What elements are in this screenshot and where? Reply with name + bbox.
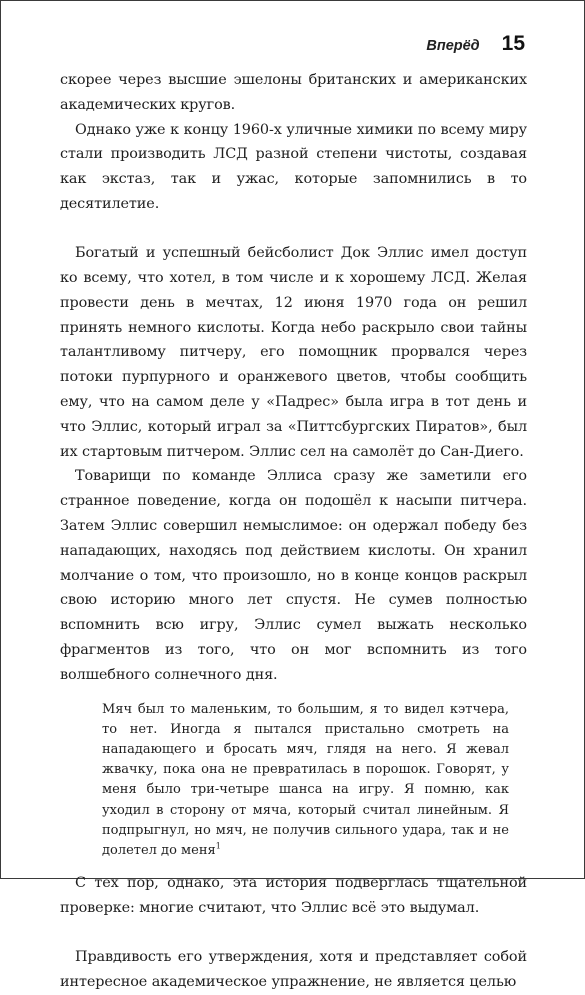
paragraph-scrutiny: С тех пор, однако, эта история подверглась тщательной проверке: многие считают, что Эллис всё это выдумал. <box>60 875 527 917</box>
page-number: 15 <box>501 32 525 55</box>
paragraph-teammates: Товарищи по команде Эллиса сразу же заметили его странное поведение, когда он подошёл к насыпи питчера. Затем Эллис совершил немыслимое: он одержал победу без нападающих, находясь под действием кислоты. Он хранил молчание о том, что произошло, но в конце концов раскрыл свою историю много лет спустя. Не сумев полностью вспомнить всю игру, Эллис сумел выжать несколько фрагментов из того, что он мог вспомнить из того волшебного солнечного дня. <box>60 468 527 683</box>
quote-text: Мяч был то маленьким, то большим, я то видел кэтчера, то нет. Иногда я пытался пристально смотреть на нападающего и бросать мяч, глядя на него. Я жевал жвачку, пока она не превратилась в порошок. Говорят, у меня было три-четыре шанса на игру. Я помню, как уходил в сторону от мяча, который считал линейным. Я подпрыгнул, но мяч, не получив сильного удара, так и не долетел до меня <box>102 701 509 859</box>
paragraph-continuation: скорее через высшие эшелоны британских и американских академических кругов. <box>60 72 527 113</box>
running-head <box>426 32 525 56</box>
block-quote <box>60 700 527 862</box>
paragraph-truthfulness: Правдивость его утверждения, хотя и представляет собой интересное академическое упражнение, не является целью <box>60 949 527 991</box>
section-title: Вперёд <box>426 38 480 54</box>
paragraph-dock-ellis: Богатый и успешный бейсболист Док Эллис имел доступ ко всему, что хотел, в том числе и к хорошему ЛСД. Желая провести день в мечтах, 12 июня 1970 года он решил принять немного кислоты. Когда небо раскрыло свои тайны талантливому питчеру, его помощник прорвался через потоки пурпурного и оранжевого цветов, чтобы сообщить ему, что на самом деле у «Падрес» была игра в тот день и что Эллис, который играл за «Питтсбургских Пиратов», был их стартовым питчером. Эллис сел на самолёт до Сан-Диего. <box>60 245 527 460</box>
body-text <box>60 68 527 995</box>
paragraph-lsd-street-chemists: Однако уже к концу 1960-х уличные химики по всему миру стали производить ЛСД разной степени чистоты, создавая как экстаз, так и ужас, которые запомнились в то десятилетие. <box>60 121 527 212</box>
footnote-marker: 1 <box>215 841 221 851</box>
